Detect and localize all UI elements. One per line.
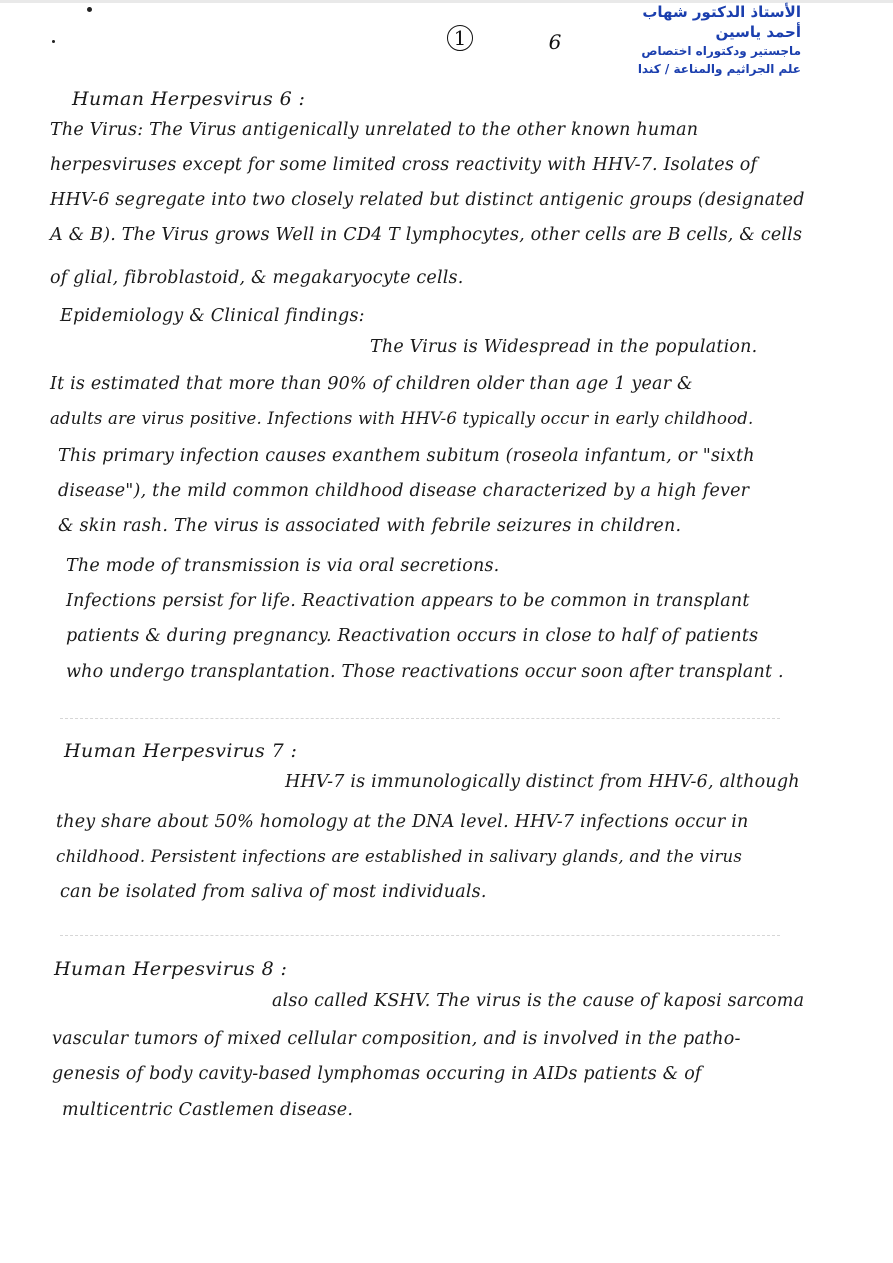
author-specialty: علم الجراثيم والمناعة / كندا bbox=[637, 62, 801, 76]
text-line: genesis of body cavity-based lymphomas occuring in AIDs patients & of bbox=[52, 1064, 702, 1084]
text-line: who undergo transplantation. Those reactivations occur soon after transplant . bbox=[66, 662, 784, 682]
author-stamp bbox=[611, 2, 801, 78]
text-line: patients & during pregnancy. Reactivation occurs in close to half of patients bbox=[66, 626, 759, 646]
text-line: This primary infection causes exanthem subitum (roseola infantum, or "sixth bbox=[58, 446, 755, 466]
text-line: they share about 50% homology at the DNA level. HHV-7 infections occur in bbox=[56, 812, 749, 832]
text-line: A & B). The Virus grows Well in CD4 T lymphocytes, other cells are B cells, & cells bbox=[50, 225, 803, 245]
text-line: multicentric Castlemen disease. bbox=[62, 1100, 354, 1120]
section-heading-hhv7: Human Herpesvirus 7 : bbox=[64, 740, 298, 762]
text-line: can be isolated from saliva of most individuals. bbox=[60, 882, 487, 902]
author-name: الأستاذ الدكتور شهاب أحمد ياسين bbox=[642, 3, 801, 41]
text-line: The Virus is Widespread in the population. bbox=[370, 337, 758, 357]
author-degree: ماجستير ودكتوراه اختصاص bbox=[641, 44, 801, 58]
text-line: childhood. Persistent infections are established in salivary glands, and the virus bbox=[56, 847, 743, 866]
subheading-epidemiology: Epidemiology & Clinical findings: bbox=[60, 306, 365, 326]
text-line: Infections persist for life. Reactivation appears to be common in transplant bbox=[66, 591, 750, 611]
text-line: It is estimated that more than 90% of children older than age 1 year & bbox=[50, 374, 693, 394]
text-line: adults are virus positive. Infections with HHV-6 typically occur in early childhood. bbox=[50, 409, 754, 428]
section-heading-hhv8: Human Herpesvirus 8 : bbox=[54, 958, 288, 980]
text-line: also called KSHV. The virus is the cause of kaposi sarcoma bbox=[272, 991, 805, 1011]
ink-speck bbox=[52, 40, 55, 43]
page-number-handwritten: 6 bbox=[548, 30, 562, 54]
text-line: vascular tumors of mixed cellular composition, and is involved in the patho- bbox=[52, 1029, 741, 1049]
text-line: HHV-7 is immunologically distinct from HHV-6, although bbox=[285, 772, 800, 792]
text-line: herpesviruses except for some limited cross reactivity with HHV-7. Isolates of bbox=[50, 155, 758, 175]
text-line: disease"), the mild common childhood disease characterized by a high fever bbox=[58, 481, 750, 501]
text-line: The Virus: The Virus antigenically unrelated to the other known human bbox=[50, 120, 699, 140]
text-line: & skin rash. The virus is associated with febrile seizures in children. bbox=[58, 516, 682, 536]
section-heading-hhv6: Human Herpesvirus 6 : bbox=[72, 88, 306, 110]
text-line: The mode of transmission is via oral secretions. bbox=[66, 556, 500, 576]
text-line: of glial, fibroblastoid, & megakaryocyte cells. bbox=[50, 268, 464, 288]
ruled-line bbox=[60, 718, 780, 719]
page-number-circled: 1 bbox=[447, 25, 473, 51]
ink-speck bbox=[87, 7, 92, 12]
ruled-line bbox=[60, 935, 780, 936]
text-line: HHV-6 segregate into two closely related but distinct antigenic groups (designated bbox=[50, 190, 805, 210]
